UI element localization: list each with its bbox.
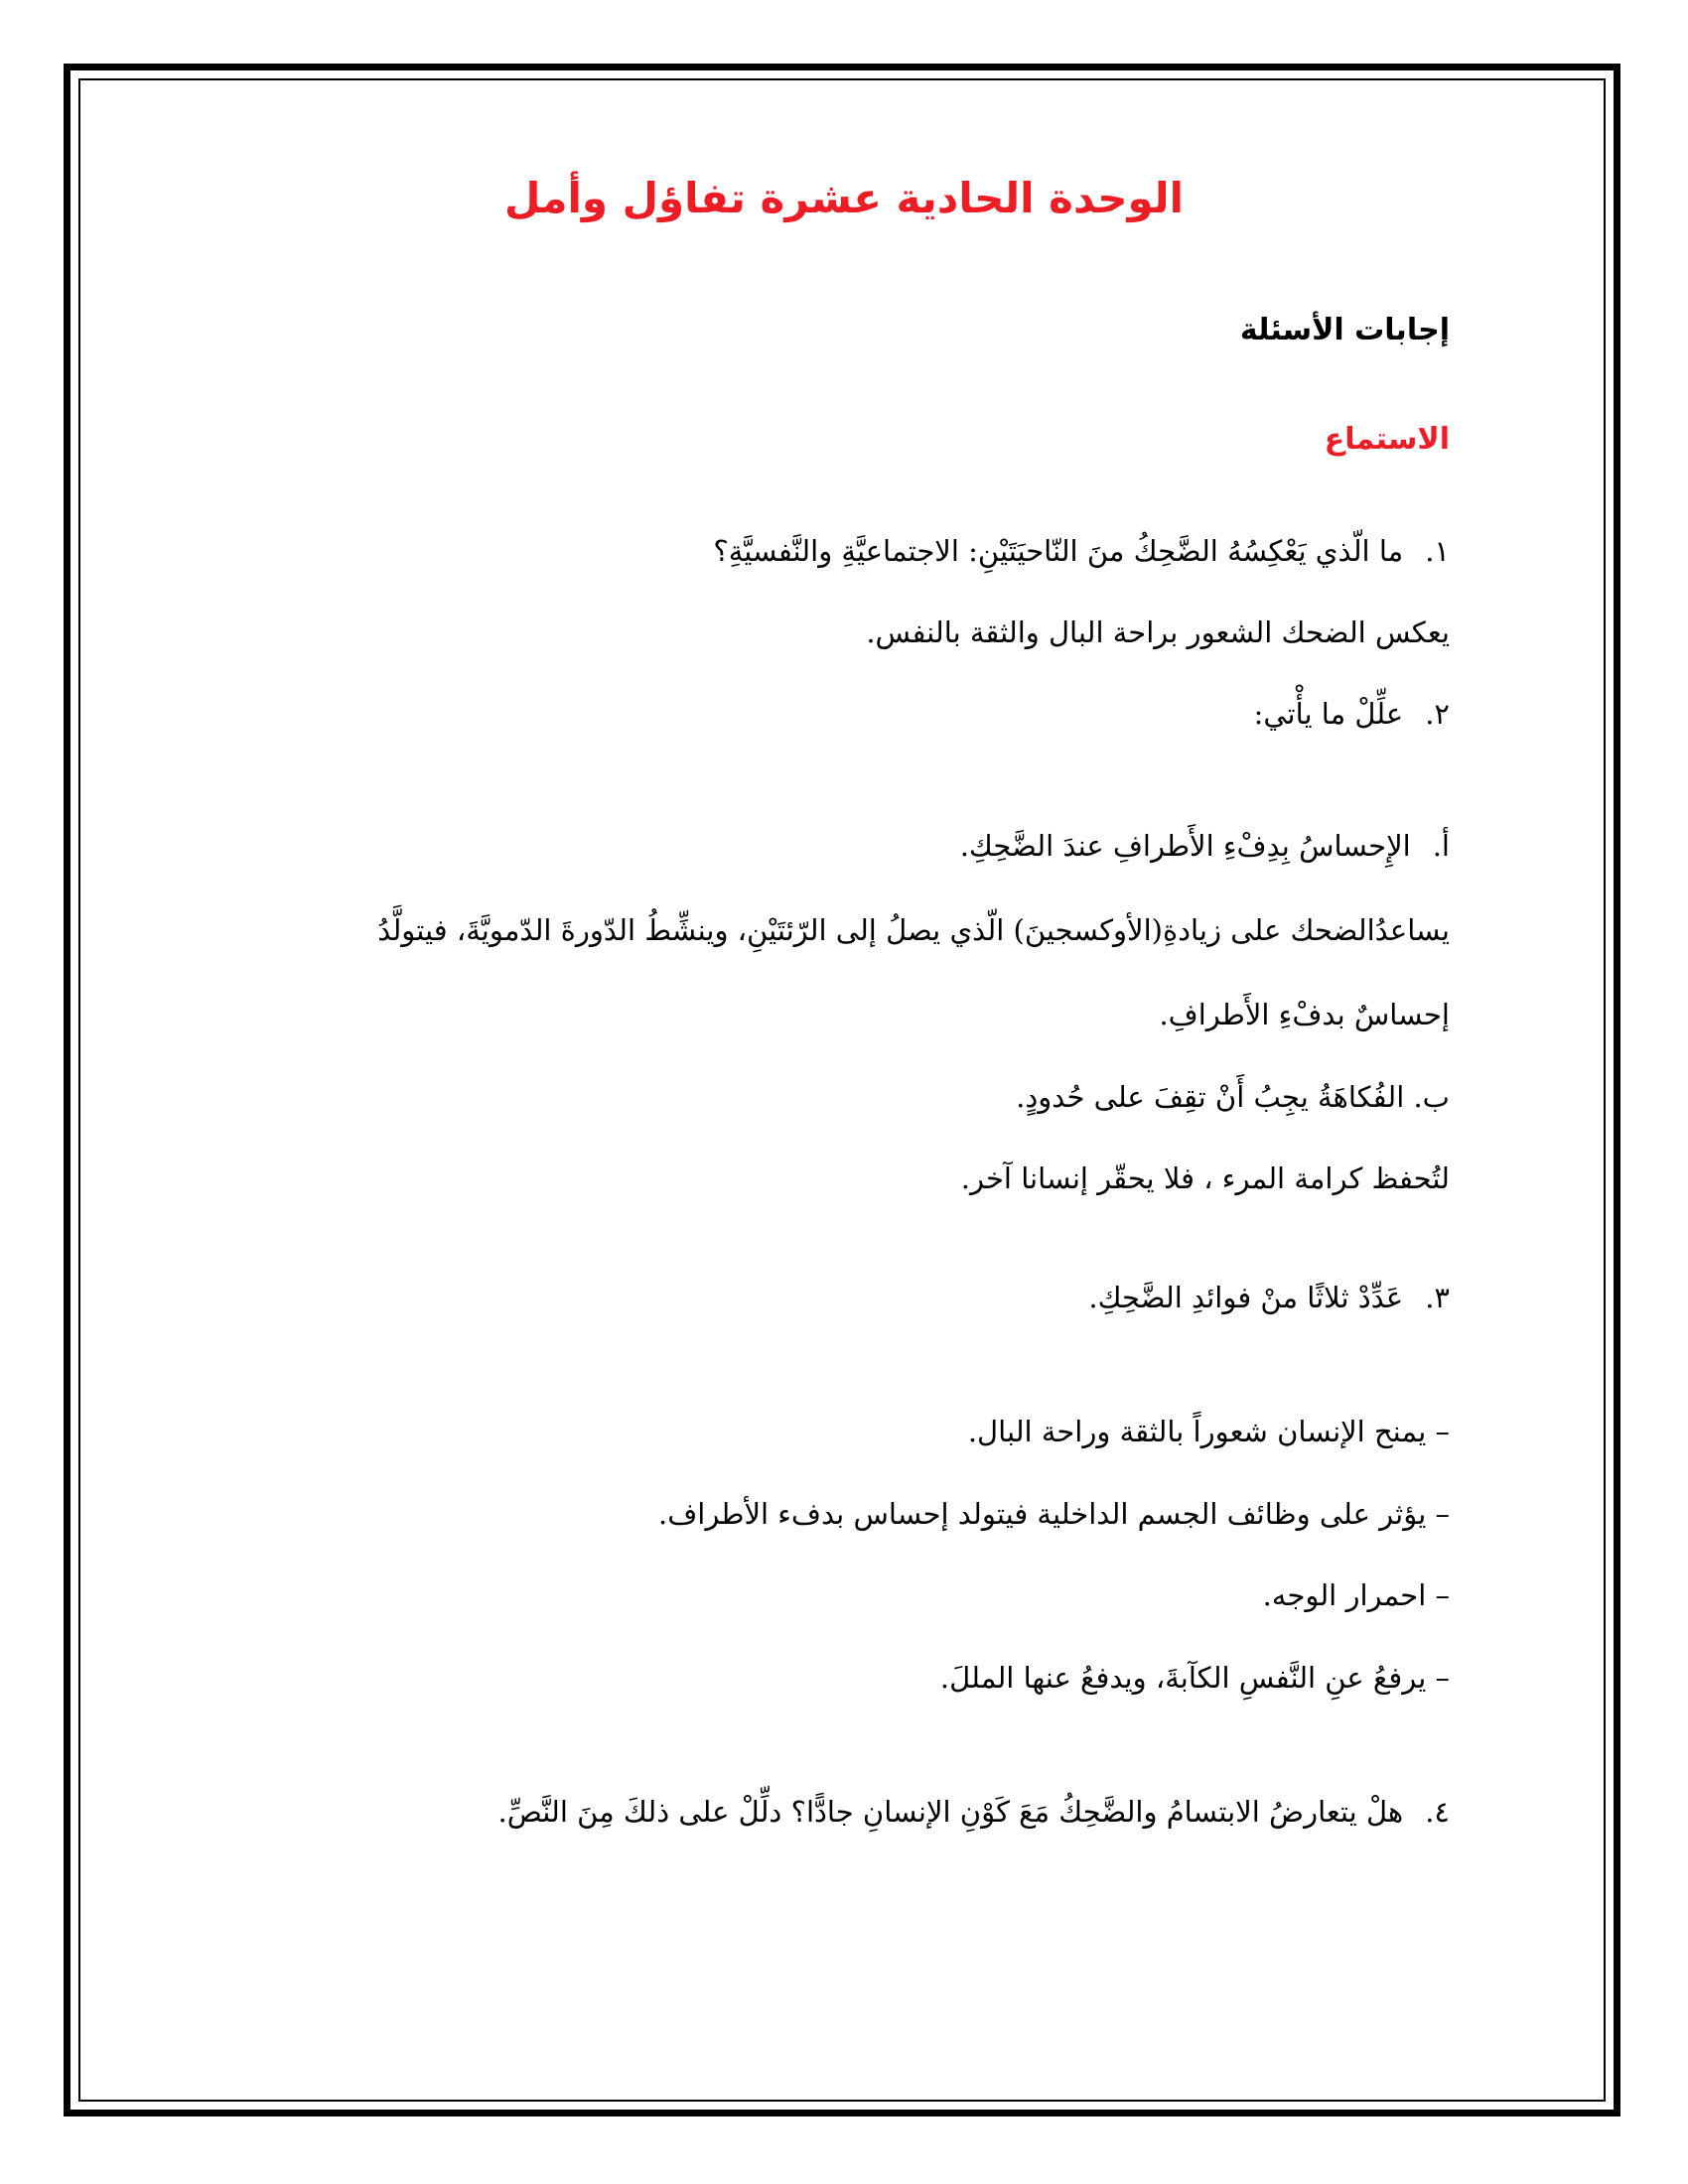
answer-2a-line-1: يساعدُالضحك على زيادةِ(الأوكسجينَ) الّذي يصلُ إلى الرّئتَيْنِ، وينشِّطُ الدّورةَ الدّمويَّةَ، فيتولَّدُ xyxy=(377,913,1450,947)
unit-title: الوحدة الحادية عشرة تفاؤل وأمل xyxy=(504,174,1184,222)
question-2b-label: ب. xyxy=(1413,1080,1450,1114)
question-2b-text: الفُكاهَةُ يجِبُ أَنْ تقِفَ على حُدودٍ. xyxy=(1016,1080,1405,1114)
question-4 xyxy=(498,1795,1451,1830)
question-4-text: هلْ يتعارضُ الابتسامُ والضَّحِكُ مَعَ كَوْنِ الإنسانِ جادًّا؟ دلِّلْ على ذلكَ مِنَ النَّصِّ. xyxy=(497,1795,1404,1829)
answer-3-bullet: – احمرار الوجه. xyxy=(1262,1578,1450,1612)
question-2-number: ٢. xyxy=(1425,697,1450,731)
question-2 xyxy=(1254,697,1450,732)
answer-3-bullet: – يرفعُ عنِ النَّفسِ الكآبةَ، ويدفعُ عنها المللَ. xyxy=(939,1661,1450,1695)
listening-section-heading: الاستماع xyxy=(1324,422,1450,457)
question-4-number: ٤. xyxy=(1425,1795,1450,1829)
answer-3-bullet: – يمنح الإنسان شعوراً بالثقة وراحة البال. xyxy=(967,1415,1450,1448)
question-2-text: علِّلْ ما يأْتي: xyxy=(1253,697,1404,731)
question-3 xyxy=(1088,1281,1450,1315)
question-3-number: ٣. xyxy=(1425,1281,1450,1314)
question-3-text: عَدِّدْ ثلاثًا منْ فوائدِ الضَّحِكِ. xyxy=(1088,1281,1404,1314)
question-1 xyxy=(713,534,1450,569)
answers-heading: إجابات الأسئلة xyxy=(1239,313,1450,347)
answer-1: يعكس الضحك الشعور براحة البال والثقة بالنفس. xyxy=(866,615,1450,649)
question-2a xyxy=(960,829,1450,864)
question-2a-text: الإِحساسُ بِدِفْءِ الأَطرافِ عندَ الضَّحِكِ. xyxy=(959,829,1411,863)
question-1-text: ما الّذي يَعْكِسُهُ الضَّحِكُ منَ النّاحيَتَيْنِ: الاجتماعيَّةِ والنَّفسيَّةِ؟ xyxy=(713,534,1404,568)
answer-3-bullet: – يؤثر على وظائف الجسم الداخلية فيتولد إحساس بدفء الأطراف. xyxy=(658,1497,1450,1531)
question-2b xyxy=(1016,1080,1450,1115)
question-2a-label: أ. xyxy=(1432,829,1450,863)
question-1-number: ١. xyxy=(1425,534,1450,568)
answer-2b: لتُحفظ كرامة المرء ، فلا يحقّر إنسانا آخر. xyxy=(960,1161,1450,1195)
answer-2a-line-2: إحساسٌ بدفْءِ الأَطرافِ. xyxy=(1159,998,1450,1031)
